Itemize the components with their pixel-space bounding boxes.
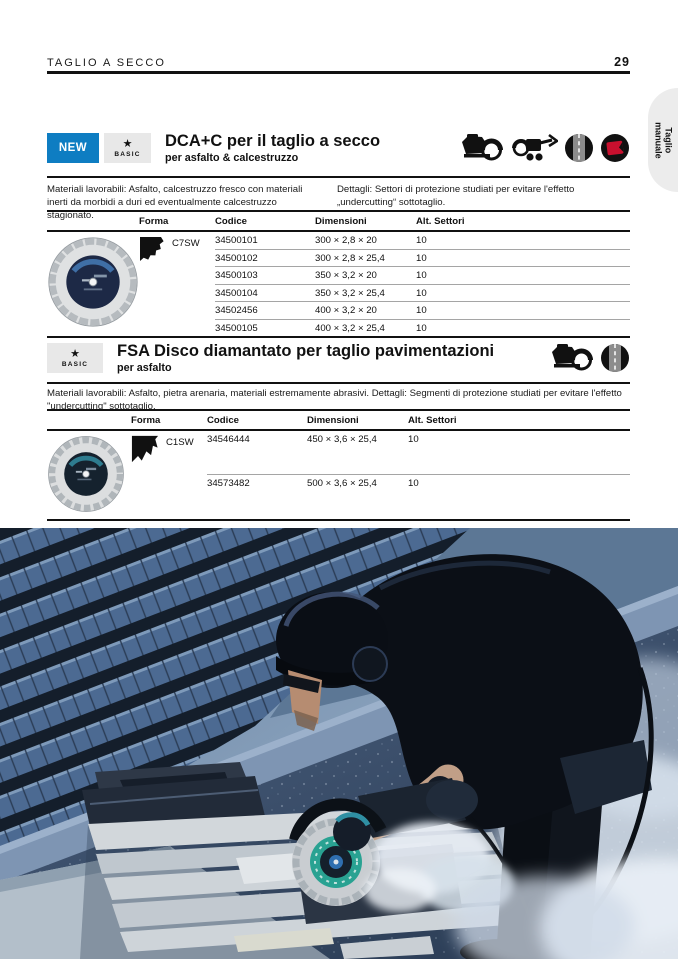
dimensioni-header: Dimensioni [307, 410, 408, 430]
codice-header: Codice [207, 410, 307, 430]
basic-badge [47, 343, 103, 373]
section1-header [47, 133, 630, 164]
table-header-row [47, 410, 630, 430]
dimensioni-value: 400 × 3,2 × 25,4 [315, 322, 385, 334]
codice-value: 34500105 [215, 322, 258, 334]
codice-value: 34546444 [207, 430, 307, 475]
hero-photo-illustration [0, 528, 678, 959]
dimensioni-value: 350 × 3,2 × 25,4 [315, 284, 416, 302]
alt-settori-value: 10 [416, 231, 630, 249]
section1-subtitle: per asfalto & calcestruzzo [165, 151, 299, 164]
star-icon: ★ [70, 347, 80, 360]
side-tab-label: Taglio manuale [653, 121, 674, 159]
star-icon: ★ [122, 137, 133, 150]
forma-shape-icon [131, 435, 159, 463]
section2-application-icons [550, 343, 630, 373]
forma-cell [139, 231, 215, 337]
dimensioni-value: 350 × 3,2 × 20 [315, 267, 416, 285]
forma-header: Forma [131, 410, 207, 430]
section1-details: Dettagli: Settori di protezione studiati per evitare l'effetto „undercutting“ sottotaglio. [337, 184, 575, 209]
alt-settori-value: 10 [416, 284, 630, 302]
section2-rule [47, 382, 630, 384]
power-cutter-icon [550, 343, 594, 373]
power-cutter-icon [460, 133, 504, 163]
page-number: 29 [614, 55, 630, 69]
alt-settori-value: 10 [408, 430, 630, 475]
alt-settori-value: 10 [416, 267, 630, 285]
asphalt-road-icon [564, 133, 594, 163]
table-row [47, 231, 630, 249]
table-row [47, 430, 630, 475]
forma-cell [131, 430, 207, 520]
codice-value: 34500103 [215, 267, 315, 285]
section1-title: DCA+C per il taglio a secco [165, 132, 381, 150]
section2-title-block [117, 343, 494, 374]
section1-title-block [165, 133, 380, 164]
codice-value: 34573482 [207, 478, 250, 490]
dimensioni-value: 300 × 2,8 × 25,4 [315, 249, 416, 267]
codice-value: 34502456 [215, 302, 315, 320]
hero-photo [0, 528, 678, 959]
dimensioni-value: 300 × 2,8 × 20 [315, 231, 416, 249]
section2-spec-table [47, 409, 630, 521]
alt-settori-header: Alt. Settori [416, 211, 630, 231]
alt-settori-value: 10 [408, 478, 419, 490]
new-badge: NEW [47, 133, 99, 163]
section1-application-icons [460, 133, 630, 163]
basic-badge-label: BASIC [61, 360, 89, 368]
codice-value: 34500104 [215, 284, 315, 302]
asphalt-road-icon [600, 343, 630, 373]
section1-spec-table [47, 210, 630, 338]
side-tab-taglio-manuale[interactable] [648, 88, 678, 192]
section2-title: FSA Disco diamantato per taglio pavimentazioni [117, 342, 495, 360]
image-column-header [47, 410, 131, 430]
dimensioni-value: 450 × 3,6 × 25,4 [307, 430, 408, 475]
forma-shape-icon [139, 236, 165, 262]
breadcrumb: TAGLIO A SECCO [47, 57, 166, 69]
section1-materials: Materiali lavorabili: Asfalto, calcestruzzo fresco con materiali inerti da morbidi a duri ed eventualmente calcestruzzo stagionato. [47, 184, 303, 222]
ear-protection [353, 647, 387, 681]
diamond-disc-image [47, 236, 139, 328]
forma-code: C7SW [172, 238, 200, 249]
alt-settori-value: 10 [416, 322, 427, 334]
dimensioni-header: Dimensioni [315, 211, 416, 231]
forma-code: C1SW [166, 437, 194, 448]
table-header-row [47, 211, 630, 231]
section2-description: Materiali lavorabili: Asfalto, pietra arenaria, materiali estremamente abrasivi. Dettagli: Segmenti di protezione studiati per evitare l'effetto "undercutting" sottotaglio. [47, 388, 622, 412]
page-header [47, 55, 630, 69]
section2-header [47, 343, 630, 374]
floor-saw-icon [510, 133, 558, 163]
diamond-disc-image [47, 435, 125, 513]
basic-badge [104, 133, 151, 163]
header-rule [47, 71, 630, 74]
alt-settori-header: Alt. Settori [408, 410, 630, 430]
codice-value: 34500102 [215, 249, 315, 267]
dimensioni-value: 500 × 3,6 × 25,4 [307, 478, 377, 490]
concrete-brick-icon [600, 133, 630, 163]
alt-settori-value: 10 [416, 249, 630, 267]
codice-value: 34500101 [215, 231, 315, 249]
alt-settori-value: 10 [416, 302, 630, 320]
forma-header: Forma [139, 211, 215, 231]
codice-header: Codice [215, 211, 315, 231]
image-column-header [47, 211, 139, 231]
section2-subtitle: per asfalto [117, 361, 172, 374]
product-image-cell [47, 430, 131, 520]
basic-badge-label: BASIC [114, 150, 141, 158]
dimensioni-value: 400 × 3,2 × 20 [315, 302, 416, 320]
product-image-cell [47, 231, 139, 337]
section1-rule [47, 176, 630, 178]
